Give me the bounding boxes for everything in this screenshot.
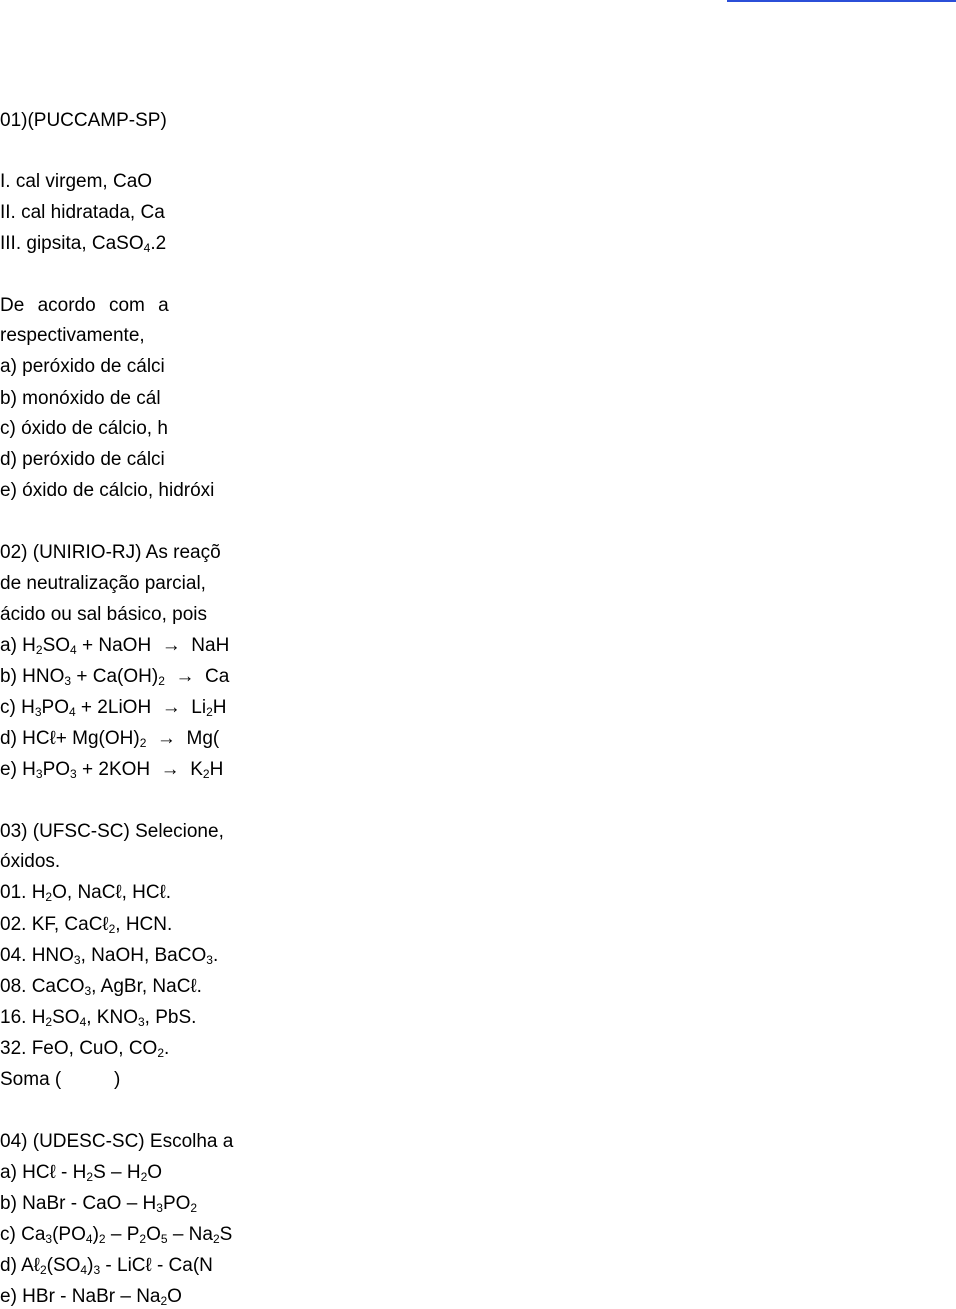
q1-item-i: I. cal virgem, CaO xyxy=(0,171,153,192)
q1-option-b: b) monóxido de cál xyxy=(0,388,161,409)
q4-option-c: c) $Ca_3(PO_4)_2 - P_2O_5 - Na_2S$ xyxy=(0,1224,233,1246)
q3-option-02: 02. KF, CaCℓ$_2$, HCN. xyxy=(0,914,173,936)
q2-option-b: b) $HNO_3 + Ca(OH)_2 \to Ca$ xyxy=(0,666,230,688)
q3-option-32: 32. FeO, CuO, $CO_2$. xyxy=(0,1038,170,1060)
q4-option-e: e) HBr - NaBr – $Na_2O$ xyxy=(0,1286,182,1308)
q3-sum: Soma ( ) xyxy=(0,1069,121,1090)
q2-option-a: a) $H_2SO_4$ + NaOH → NaH xyxy=(0,635,230,657)
q4-header: 04) (UDESC-SC) Escolha a xyxy=(0,1131,234,1152)
q3-statement-cont: óxidos. xyxy=(0,851,61,872)
q4-option-d: d) $A\ell_2(SO_4)_3$ - LiCℓ - Ca(N xyxy=(0,1255,213,1277)
q2-option-e: e) $H_3PO_3 + 2KOH \to K_2H$ xyxy=(0,759,224,781)
q1-item-ii: II. cal hidratada, Ca xyxy=(0,202,165,223)
q1-option-e: e) óxido de cálcio, hidróxi xyxy=(0,480,215,501)
q2-option-d: d) HCℓ+ $Mg(OH)_2 \to Mg$( xyxy=(0,728,220,750)
q2-statement: de neutralização parcial, xyxy=(0,573,206,594)
q1-item-iii: III. gipsita, CaSO$_4$.2 xyxy=(0,233,167,255)
q2-statement-cont: ácido ou sal básico, pois xyxy=(0,604,208,625)
q3-option-04: 04. $HNO_3$, NaOH, BaCO$_3$. xyxy=(0,945,219,967)
q3-header: 03) (UFSC-SC) Selecione, xyxy=(0,821,224,842)
q4-option-a: a) HCℓ - $H_2S - H_2O$ xyxy=(0,1162,163,1184)
q3-option-16: 16. $H_2SO_4$, $KNO_3$, PbS. xyxy=(0,1007,197,1029)
q1-option-d: d) peróxido de cálci xyxy=(0,449,165,470)
q3-option-01: 01. $H_2O$, NaCℓ, HCℓ. xyxy=(0,882,172,904)
q4-option-b: b) NaBr - CaO – $H_3PO_2$ xyxy=(0,1193,198,1215)
q1-statement: De acordo com a xyxy=(0,295,169,316)
q1-statement-cont: respectivamente, xyxy=(0,325,145,346)
q2-option-c: c) $H_3PO_4$ + 2LiOH → $Li_2H$ xyxy=(0,697,227,719)
q1-header: 01)(PUCCAMP-SP) xyxy=(0,110,167,131)
q2-header: 02) (UNIRIO-RJ) As reaçõ xyxy=(0,542,221,563)
q1-option-c: c) óxido de cálcio, h xyxy=(0,418,168,439)
q3-option-08: 08. CaCO$_3$, AgBr, NaCℓ. xyxy=(0,976,202,998)
q1-option-a: a) peróxido de cálci xyxy=(0,356,165,377)
